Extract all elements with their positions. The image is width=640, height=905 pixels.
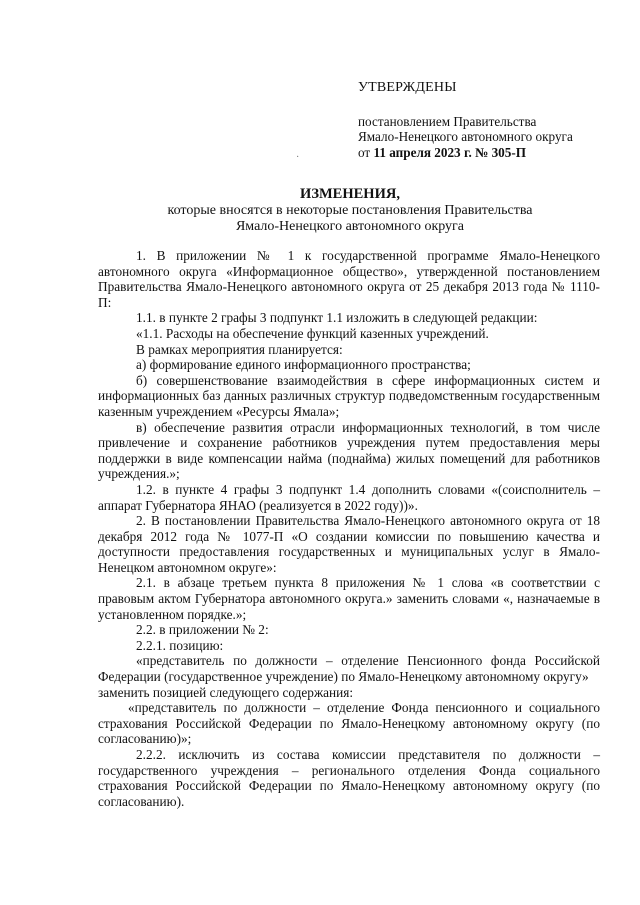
paragraph-1-1: 1.1. в пункте 2 графы 3 подпункт 1.1 изложить в следующей редакции: — [136, 310, 538, 326]
paragraph-item-v: в) обеспечение развития отрасли информационных технологий, в том числе привлечение и сохранение работников учреждения путем предоставления меры поддержки в виде компенсации найма (поднайма) жилых помещений для работников учреждения.»; — [98, 419, 600, 482]
paragraph-new-position: «представитель по должности – отделение Фонда пенсионного и социального страхования Российской Федерации по Ямало-Ненецкому автономному округу (по согласованию)»; — [98, 700, 600, 747]
approval-line-1: постановлением Правительства — [358, 113, 537, 129]
scan-dot: · — [296, 152, 300, 163]
document-body — [98, 248, 600, 809]
heading-subtitle-1: которые вносятся в некоторые постановления Правительства — [167, 203, 533, 218]
approval-date-value: 11 апреля 2023 г. № 305-П — [373, 144, 527, 160]
paragraph-2: 2. В постановлении Правительства Ямало-Ненецкого автономного округа от 18 декабря 2012 года № 1077-П «О создании комиссии по повышению качества и доступности предоставления государственных и муниципальных услуг в Ямало-Ненецком автономном округе»: — [98, 513, 600, 575]
paragraph-2-2-2: 2.2.2. исключить из состава комиссии представителя по должности – государственного учреждения – регионального отделения Фонда социального страхования Российской Федерации по Ямало-Ненецкому автономному округу (по согласованию). — [98, 747, 600, 809]
heading-title: ИЗМЕНЕНИЯ, — [300, 186, 400, 202]
paragraph-old-position: «представитель по должности – отделение Пенсионного фонда Российской Федерации (государственное учреждение) по Ямало-Ненецкому автономному округу» — [98, 653, 600, 685]
approval-date — [358, 145, 618, 161]
approval-stamp — [358, 80, 618, 160]
document-heading — [90, 186, 610, 235]
paragraph-2-2-1: 2.2.1. позицию: — [136, 637, 224, 653]
heading-subtitle-2: Ямало-Ненецкого автономного округа — [235, 219, 465, 234]
paragraph-1: 1. В приложении № 1 к государственной программе Ямало-Ненецкого автономного округа «Информационное общество», утвержденной постановлением Правительства Ямало-Ненецкого автономного округа от 25 декабря 2013 года № 1110-П: — [98, 248, 600, 310]
paragraph-item-a: а) формирование единого информационного пространства; — [136, 357, 471, 373]
paragraph-1-2: 1.2. в пункте 4 графы 3 подпункт 1.4 дополнить словами «(соисполнитель – аппарат Губернатора ЯНАО (реализуется в 2022 году))». — [98, 481, 600, 513]
paragraph-2-2: 2.2. в приложении № 2: — [136, 622, 269, 638]
approval-date-prefix: от — [358, 144, 374, 160]
paragraph-replace: заменить позицией следующего содержания: — [98, 684, 354, 700]
paragraph-planned: В рамках мероприятия планируется: — [136, 341, 343, 357]
approval-line-2: Ямало-Ненецкого автономного округа — [358, 129, 573, 144]
paragraph-quote-1-1: «1.1. Расходы на обеспечение функций казенных учреждений. — [136, 325, 489, 341]
paragraph-item-b: б) совершенствование взаимодействия в сфере информационных систем и информационных баз данных различных структур подведомственным государственным казенным учреждением «Ресурсы Ямала»; — [98, 372, 600, 419]
paragraph-2-1: 2.1. в абзаце третьем пункта 8 приложения № 1 слова «в соответствии с правовым актом Губернатора автономного округа.» заменить словами «, назначаемые в установленном порядке.»; — [98, 575, 600, 622]
approval-title: УТВЕРЖДЕНЫ — [358, 80, 457, 95]
